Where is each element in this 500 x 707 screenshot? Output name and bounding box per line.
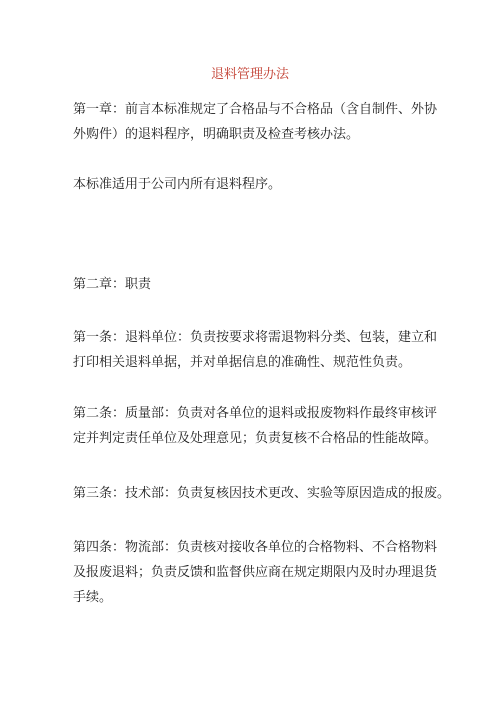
paragraph-scope bbox=[73, 172, 445, 197]
text-line: 本标准适用于公司内所有退料程序。 bbox=[73, 177, 282, 192]
document-title: 退料管理办法 bbox=[210, 67, 289, 82]
text-line: 第四条：物流部：负责核对接收各单位的合格物料、不合格物料 bbox=[73, 540, 438, 555]
text-line: 手续。 bbox=[73, 590, 113, 605]
paragraph-article-4 bbox=[73, 535, 445, 610]
paragraph-article-3 bbox=[73, 481, 451, 506]
text-line: 第三条：技术部：负责复核因技术更改、实验等原因造成的报废。 bbox=[73, 486, 451, 501]
text-line: 外购件）的退料程序，明确职责及检查考核办法。 bbox=[73, 127, 360, 142]
text-line: 定并判定责任单位及处理意见；负责复核不合格品的性能故障。 bbox=[73, 431, 438, 446]
text-line: 第一章：前言本标准规定了合格品与不合格品（含自制件、外协 bbox=[73, 102, 438, 117]
paragraph-chapter-2-heading bbox=[73, 272, 445, 297]
text-line: 打印相关退料单据，并对单据信息的准确性、规范性负责。 bbox=[73, 355, 412, 370]
text-line: 第二章：职责 bbox=[73, 277, 152, 292]
text-line: 及报废退料；负责反馈和监督供应商在规定期限内及时办理退货 bbox=[73, 565, 438, 580]
text-line: 第二条：质量部：负责对各单位的退料或报废物料作最终审核评 bbox=[73, 406, 438, 421]
paragraph-chapter-1 bbox=[73, 97, 445, 147]
paragraph-article-2 bbox=[73, 401, 445, 451]
text-line: 第一条：退料单位：负责按要求将需退物料分类、包装，建立和 bbox=[73, 330, 438, 345]
paragraph-article-1 bbox=[73, 325, 445, 375]
